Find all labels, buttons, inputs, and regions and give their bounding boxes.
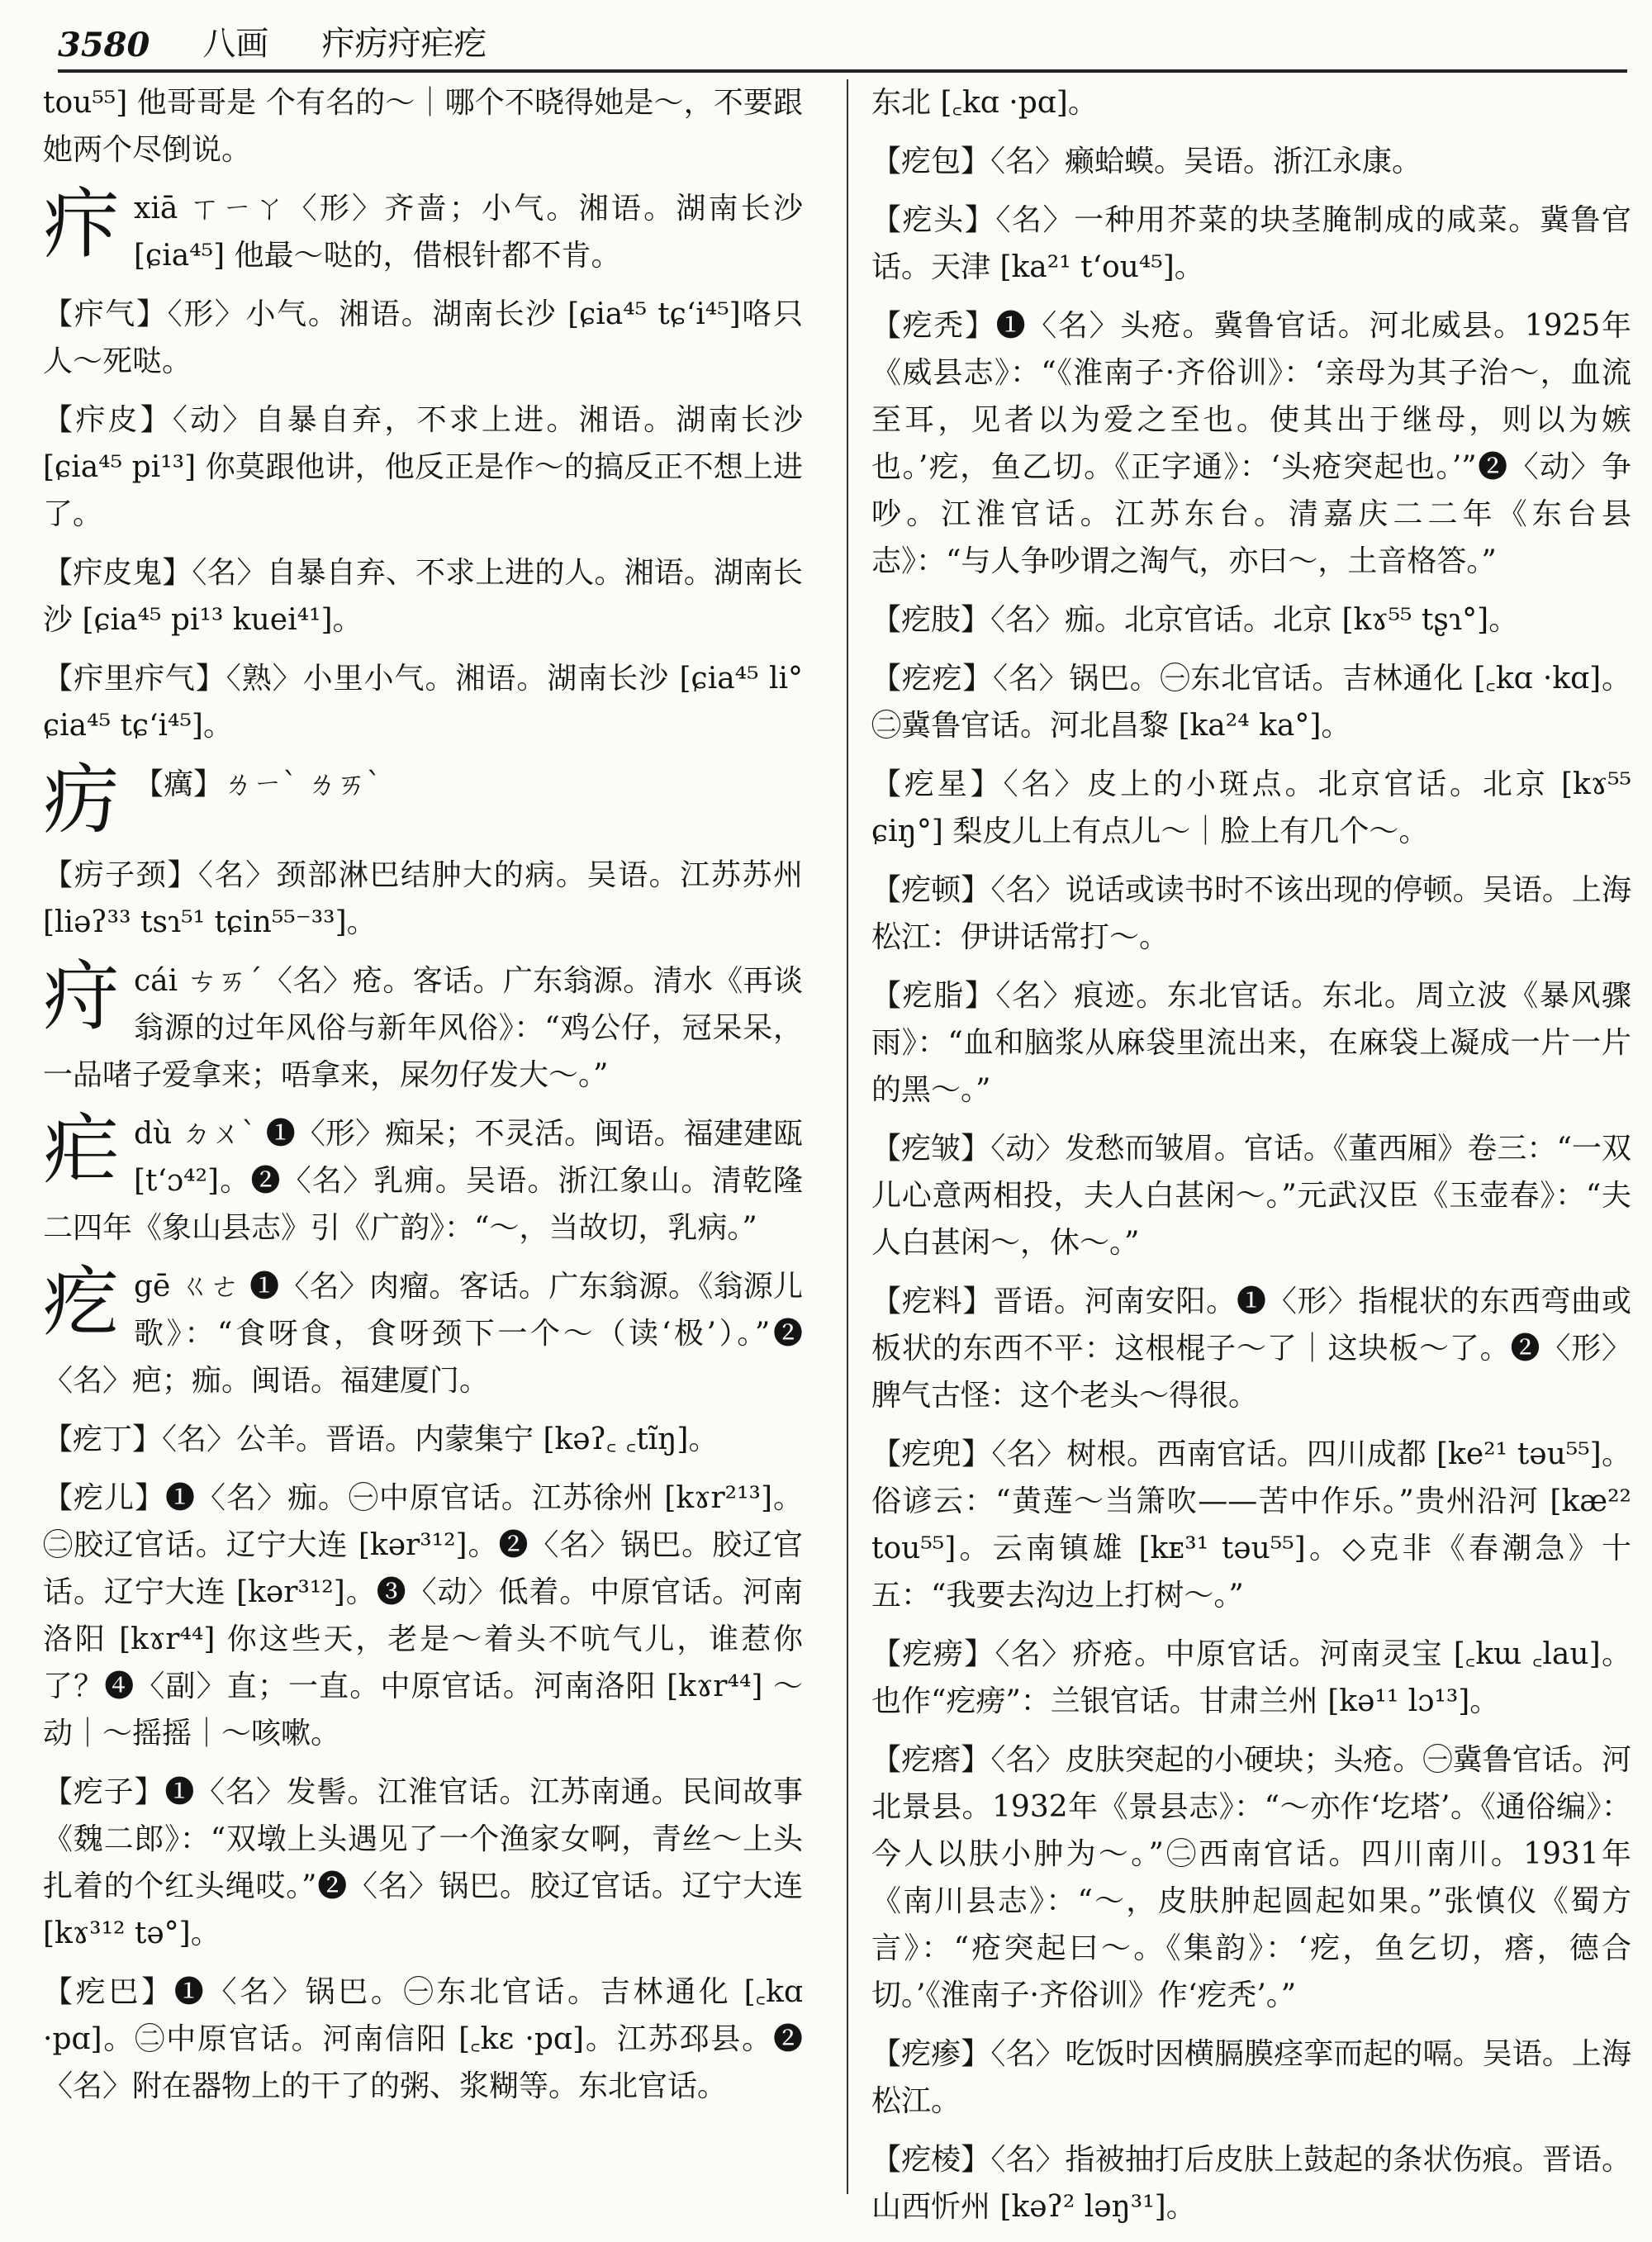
entry-text: 【疜气】〈形〉小气。湘语。湖南长沙 [ɕia⁴⁵ tɕʻi⁴⁵]咯只人～死哒。 (43, 297, 803, 378)
dictionary-entry (43, 397, 803, 538)
entry-text: 【疙棱】〈名〉指被抽打后皮肤上鼓起的条状伤痕。晋语。山西忻州 [kəʔ² ləŋ³¹]。 (871, 2143, 1631, 2224)
dictionary-entry (43, 952, 803, 1099)
dictionary-entry (43, 1969, 803, 2110)
dictionary-entry (43, 1105, 803, 1252)
entry-text: xiā ㄒㄧㄚ〈形〉齐啬；小气。湘语。湖南长沙[ɕia⁴⁵] 他最～哒的，借根针都不肯。 (134, 192, 803, 273)
dictionary-entry (43, 180, 803, 279)
entry-text: 【疙兜】〈名〉树根。西南官话。四川成都 [ke²¹ təu⁵⁵]。俗谚云：“黄莲～当箫吹——苦中作乐。”贵州沿河 [kæ²² tou⁵⁵]。云南镇雄 [kᴇ³¹ təu⁵⁵]。◇克非《春潮急》十五：“我要去沟边上打树～。” (871, 1437, 1631, 1613)
dictionary-entry (871, 1125, 1631, 1266)
entry-text: 【疙疙】〈名〉锅巴。㊀东北官话。吉林通化 [꜀kɑ ·kɑ]。㊁冀鲁官话。河北昌黎 [ka²⁴ ka°]。 (871, 662, 1631, 743)
dictionary-entry (871, 972, 1631, 1114)
entry-text: 【疙瘆】〈名〉吃饭时因横膈膜痉挛而起的嗝。吴语。上海松江。 (871, 2037, 1631, 2118)
dictionary-entry (871, 138, 1631, 185)
entry-text: 东北 [꜀kɑ ·pɑ]。 (871, 86, 1098, 120)
dictionary-entry (43, 655, 803, 749)
dictionary-entry (43, 1416, 803, 1463)
entry-text: 【疙巴】❶〈名〉锅巴。㊀东北官话。吉林通化 [꜀kɑ ·pɑ]。㊁中原官话。河南信阳 [꜀kɛ ·pɑ]。江苏邳县。❷〈名〉附在器物上的干了的粥、浆糊等。东北官话。 (43, 1975, 803, 2103)
headword: 疜 (43, 180, 120, 268)
entry-text: dù ㄉㄨˋ ❶〈形〉痴呆；不灵活。闽语。福建建瓯 [tʻɔ⁴²]。❷〈名〉乳痈。吴语。浙江象山。清乾隆二四年《象山县志》引《广韵》：“～，当故切，乳病。” (43, 1117, 803, 1245)
dictionary-entry (871, 1736, 1631, 2019)
column-divider (847, 79, 848, 2194)
page-header (58, 15, 1627, 73)
dictionary-entry (871, 197, 1631, 291)
entry-text: 【疙皱】〈动〉发愁而皱眉。官话。《董西厢》卷三：“一双儿心意两相投，夫人白甚闲～。”元武汉臣《玉壶春》：“夫人白甚闲～，休～。” (871, 1132, 1631, 1260)
dictionary-entry (871, 867, 1631, 961)
entry-text: 【疙丁】〈名〉公羊。晋语。内蒙集宁 [kəʔ꜀ ꜀tĩŋ]。 (43, 1423, 719, 1456)
entry-text: 【疙儿】❶〈名〉痂。㊀中原官话。江苏徐州 [kɤr²¹³]。㊁胶辽官话。辽宁大连 [kər³¹²]。❷〈名〉锅巴。胶辽官话。辽宁大连 [kər³¹²]。❸〈动〉低着。中原官话。河南洛阳 [kɤr⁴⁴] 你这些天，老是～着头不吭气儿，谁惹你了？❹〈副〉直；一直。中原官话。河南洛阳 [kɤr⁴⁴] ～动｜～摇摇｜～咳嗽。 (43, 1481, 803, 1750)
entry-text: 【疜里疜气】〈熟〉小里小气。湘语。湖南长沙 [ɕia⁴⁵ li° ɕia⁴⁵ tɕʻi⁴⁵]。 (43, 662, 803, 743)
entry-text: tou⁵⁵] 他哥哥是 个有名的～｜哪个不晓得她是～，不要跟她两个尽倒说。 (43, 86, 803, 167)
entry-text: 【疙肢】〈名〉痂。北京官话。北京 [kɤ⁵⁵ tʂɿ°]。 (871, 603, 1519, 637)
entry-text: 【癘】ㄌㄧˋ ㄌㄞˋ (134, 767, 382, 801)
header-characters: 疜疠疛疟疙 (321, 25, 487, 63)
dictionary-entry (871, 655, 1631, 749)
entry-text: 【疙顿】〈名〉说话或读书时不该出现的停顿。吴语。上海松江：伊讲话常打～。 (871, 873, 1631, 954)
right-column (871, 79, 1631, 2242)
dictionary-entry (43, 1769, 803, 1957)
entry-text: 【疙星】〈名〉皮上的小斑点。北京官话。北京 [kɤ⁵⁵ ɕiŋ°] 梨皮儿上有点儿～｜脸上有几个～。 (871, 767, 1631, 848)
entry-text: 【疙包】〈名〉癞蛤蟆。吴语。浙江永康。 (871, 145, 1422, 178)
dictionary-entry (43, 549, 803, 644)
dictionary-entry (43, 756, 803, 844)
entry-text: cái ㄘㄞˊ〈名〉疮。客话。广东翁源。清水《再谈翁源的过年风俗与新年风俗》：“鸡公仔，冠呆呆，一品啫子爱拿来；唔拿来，屎勿仔发大～。” (43, 964, 803, 1092)
headword: 疛 (43, 952, 120, 1041)
dictionary-entry (43, 1258, 803, 1404)
entry-text: 【疜皮】〈动〉自暴自弃，不求上进。湘语。湖南长沙 [ɕia⁴⁵ pi¹³] 你莫跟他讲，他反正是作～的搞反正不想上进了。 (43, 403, 803, 531)
entry-text: 【疙秃】❶〈名〉头疮。冀鲁官话。河北威县。1925年《威县志》：“《淮南子·齐俗训》：‘亲母为其子治～，血流至耳，见者以为爱之至也。使其出于继母，则以为嫉也。’疙，鱼乙切。《正字通》：‘头疮突起也。’”❷〈动〉争吵。江淮官话。江苏东台。清嘉庆二二年《东台县志》：“与人争吵谓之淘气，亦曰～，土音格答。” (871, 309, 1631, 578)
dictionary-entry (43, 291, 803, 385)
dictionary-entry (871, 596, 1631, 644)
entry-text: 【疙子】❶〈名〉发髻。江淮官话。江苏南通。民间故事《魏二郎》：“双墩上头遇见了一个渔家女啊，青丝～上头扎着的个红头绳哎。”❷〈名〉锅巴。胶辽官话。辽宁大连 [kɤ³¹² tə°]。 (43, 1775, 803, 1950)
headword: 疠 (43, 756, 120, 844)
stroke-count-label: 八画 (202, 25, 269, 63)
dictionary-entry (871, 1278, 1631, 1419)
entry-text: 【疙料】晋语。河南安阳。❶〈形〉指棍状的东西弯曲或板状的东西不平：这根棍子～了｜这块板～了。❷〈形〉脾气古怪：这个老头～得很。 (871, 1285, 1631, 1413)
dictionary-entry (871, 302, 1631, 585)
entry-text: 【疠子颈】〈名〉颈部淋巴结肿大的病。吴语。江苏苏州 [liəʔ³³ tsɿ⁵¹ tɕin⁵⁵⁻³³]。 (43, 858, 803, 939)
entry-text: 【疙瘩】〈名〉皮肤突起的小硬块；头疮。㊀冀鲁官话。河北景县。1932年《景县志》：“～亦作‘圪塔’。《通俗编》：今人以肤小肿为～。”㊁西南官话。四川南川。1931年《南川县志》：“～，皮肤肿起圆起如果。”张慎仪《蜀方言》：“疮突起曰～。《集韵》：‘疙，鱼乞切，瘩，德合切。’《淮南子·齐俗训》作‘疙秃’。” (871, 1743, 1631, 2012)
dictionary-entry (871, 761, 1631, 855)
dictionary-entry (871, 1431, 1631, 1619)
entry-text: 【疙痨】〈名〉疥疮。中原官话。河南灵宝 [꜀kɯ ꜀lau]。也作“疙痨”：兰银官话。甘肃兰州 [kə¹¹ lɔ¹³]。 (871, 1637, 1631, 1718)
headword: 疟 (43, 1105, 120, 1194)
entry-text: 【疙头】〈名〉一种用芥菜的块茎腌制成的咸菜。冀鲁官话。天津 [ka²¹ tʻou⁴⁵]。 (871, 203, 1631, 284)
entry-text: gē ㄍㄜ ❶〈名〉肉瘤。客话。广东翁源。《翁源儿歌》：“食呀食，食呀颈下一个～（读‘极’）。”❷〈名〉疤；痂。闽语。福建厦门。 (43, 1270, 803, 1398)
entry-text: 【疙脂】〈名〉痕迹。东北官话。东北。周立波《暴风骤雨》：“血和脑浆从麻袋里流出来，在麻袋上凝成一片一片的黑～。” (871, 979, 1631, 1107)
dictionary-entry (871, 2031, 1631, 2125)
dictionary-entry (871, 1631, 1631, 1725)
dictionary-entry (43, 1475, 803, 1757)
dictionary-entry (871, 2136, 1631, 2230)
page-number: 3580 (58, 26, 150, 64)
dictionary-entry (43, 852, 803, 946)
entry-text: 【疜皮鬼】〈名〉自暴自弃、不求上进的人。湘语。湖南长沙 [ɕia⁴⁵ pi¹³ kuei⁴¹]。 (43, 556, 803, 637)
headword: 疙 (43, 1258, 120, 1347)
dictionary-entry (871, 79, 1631, 126)
dictionary-entry (43, 79, 803, 173)
left-column (43, 79, 803, 2121)
